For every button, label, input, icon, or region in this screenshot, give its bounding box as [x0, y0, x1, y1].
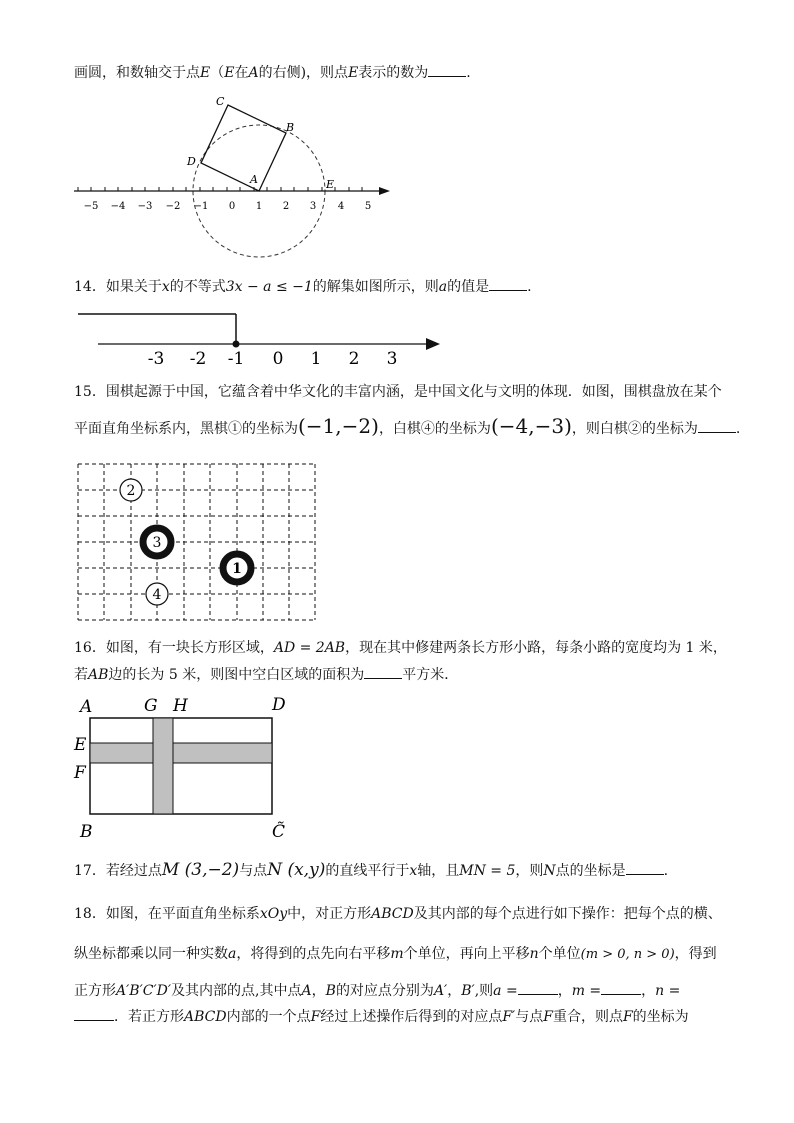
q16-text: 边的长为 5 米，则图中空白区域的面积为 [108, 667, 365, 683]
tick-labels [84, 201, 372, 212]
tick-label: -3 [147, 349, 165, 369]
q18-text: ,则 [474, 983, 494, 999]
tick-label: 0 [228, 201, 236, 212]
inequality: 3x − a ≤ −1 [225, 279, 313, 295]
q18-line2 [74, 944, 717, 965]
square-abcd-prime: A′B′C′D′ [116, 983, 172, 999]
answer-blank[interactable] [489, 276, 527, 291]
label-b: B [80, 822, 93, 842]
tick-label: 0 [272, 349, 284, 369]
q16-text: ，现在其中修建两条长方形小路，每条小路的宽度均为 1 米， [345, 640, 727, 656]
point-a: A [301, 983, 312, 999]
point-e: E [348, 65, 359, 81]
closed-point [233, 341, 240, 348]
stone-label: 2 [126, 483, 136, 499]
q18-text: 的坐标为 [632, 1009, 689, 1025]
tick-label: -1 [227, 349, 245, 369]
stone-label: 3 [152, 535, 162, 551]
q14-text: 的值是 [447, 279, 490, 295]
equation: AD = 2AB [273, 640, 346, 656]
q17-line [74, 860, 668, 881]
q18-comma: ， [311, 983, 326, 999]
q14-text: 14．如果关于 [74, 279, 162, 295]
q14-figure [74, 308, 454, 368]
label-c: C [216, 95, 225, 108]
tick-label: 1 [310, 349, 322, 369]
q18-text: 经过上述操作后得到的对应点 [320, 1009, 503, 1025]
q18-text: ．若正方形 [114, 1009, 184, 1025]
q18-line4 [74, 1006, 689, 1027]
label-a: A [80, 697, 93, 717]
label-e: E [326, 178, 335, 191]
answer-blank-a[interactable] [518, 980, 558, 995]
q18-text: 及其内部的每个点进行如下操作：把每个点的横、 [413, 906, 722, 922]
point-b-prime: B′ [461, 983, 475, 999]
q18-comma: ， [557, 983, 572, 999]
coord-black-1: (−1,−2) [298, 414, 379, 438]
q15-go-board [77, 462, 322, 627]
q18-text: 个单位 [538, 946, 581, 962]
answer-blank-m[interactable] [601, 980, 641, 995]
axis-arrow [426, 338, 440, 350]
q16-figure [74, 692, 304, 842]
white-stone-4 [146, 583, 168, 605]
label-f: F [74, 763, 86, 783]
q15-line1 [74, 382, 722, 402]
var-a: a [228, 946, 237, 962]
condition: (m > 0, n > 0) [580, 947, 675, 962]
label-c: C̃ [272, 822, 286, 842]
q15-period: . [735, 421, 741, 437]
q17-text: 点的坐标是 [555, 863, 626, 879]
answer-blank[interactable] [428, 62, 466, 77]
stone-label: 1 [232, 561, 242, 577]
tick-label: 2 [348, 349, 360, 369]
q14-text: 的不等式 [169, 279, 226, 295]
square-abcd: ABCD [184, 1009, 227, 1025]
q13-figure [70, 95, 410, 270]
coord-system: xOy [259, 906, 288, 922]
answer-blank-n[interactable] [74, 1006, 114, 1021]
q15-text: ，则白棋②的坐标为 [571, 421, 698, 437]
q18-line1 [74, 904, 722, 924]
black-stone-3 [143, 528, 171, 556]
point-m: M (3,−2) [161, 860, 240, 880]
label-d: D [187, 155, 196, 168]
point-n: N [543, 863, 556, 879]
q18-text: 内部的一个点 [226, 1009, 311, 1025]
q16-text: 平方米． [402, 667, 459, 683]
q18-text: 与点 [515, 1009, 544, 1025]
tick-label: 4 [337, 201, 345, 212]
figure-labels [186, 95, 334, 191]
n-equals: n = [655, 983, 681, 999]
q13-text: 的右侧)，则点 [258, 65, 349, 81]
tick-label: 5 [364, 201, 372, 212]
tick-label: −2 [165, 201, 181, 212]
q16-line2 [74, 664, 458, 685]
q17-period: . [663, 863, 669, 879]
label-a: A [250, 173, 258, 186]
q18-text: 及其内部的点,其中点 [171, 983, 302, 999]
q18-text: 个单位，再向上平移 [403, 946, 530, 962]
label-b: B [286, 121, 295, 134]
path-cross [154, 744, 172, 762]
q18-text: 中，对正方形 [287, 906, 372, 922]
tick-label: -2 [189, 349, 207, 369]
q13-text: 表示的数为 [358, 65, 429, 81]
q18-text: ，将得到的点先向右平移 [236, 946, 391, 962]
square-abcd: ABCD [371, 906, 414, 922]
q14-text: 的解集如图所示，则 [312, 279, 439, 295]
axis-arrow [379, 187, 390, 195]
tick-label: 3 [386, 349, 398, 369]
var-n: n [529, 946, 539, 962]
vertical-path [153, 718, 173, 814]
point-f: F [543, 1009, 553, 1025]
label-h: H [173, 696, 188, 716]
axis-ticks [78, 187, 362, 191]
horizontal-path [90, 743, 272, 763]
point-e: E [200, 65, 211, 81]
q18-text: 的对应点分别为 [335, 983, 434, 999]
answer-blank[interactable] [698, 418, 736, 433]
point-f: F [622, 1009, 633, 1025]
q15-text: ，白棋④的坐标为 [378, 421, 491, 437]
tick-label: −3 [137, 201, 153, 212]
label-g: G [144, 696, 158, 716]
label-d: D [272, 695, 286, 715]
point-n: N (x,y) [267, 860, 326, 880]
tick-label: −4 [110, 201, 126, 212]
q13-text: 在 [234, 65, 249, 81]
q18-comma: ， [641, 983, 656, 999]
q18-comma: ， [447, 983, 462, 999]
q16-text: 若 [74, 667, 88, 683]
var-x: x [409, 863, 418, 879]
q16-text: 16．如图，有一块长方形区域， [74, 640, 274, 656]
q18-text: 正方形 [74, 983, 116, 999]
black-stone-1 [223, 554, 251, 582]
coord-white-4: (−4,−3) [490, 414, 572, 438]
var-m: m [390, 946, 404, 962]
rect-region [90, 718, 272, 814]
tick-label: −5 [83, 201, 99, 212]
point-b: B [325, 983, 336, 999]
point-f: F [310, 1009, 321, 1025]
var-a: a [438, 279, 448, 295]
board-grid [78, 464, 315, 620]
q16-line1 [74, 638, 727, 658]
q17-text: 的直线平行于 [325, 863, 410, 879]
q14-period: . [527, 279, 532, 295]
q13-text: 画圆，和数轴交于点 [74, 65, 200, 81]
answer-blank[interactable] [364, 664, 402, 679]
point-f-prime: F′ [502, 1009, 516, 1025]
point-e: E [224, 65, 235, 81]
q15-text: 平面直角坐标系内，黑棋①的坐标为 [74, 421, 298, 437]
tick-label: 1 [255, 201, 263, 212]
segment-mn: MN = 5 [459, 863, 516, 879]
stone-label: 4 [152, 587, 162, 603]
square-abcd [201, 105, 286, 191]
white-stone-2 [120, 479, 142, 501]
q18-text: 重合，则点 [552, 1009, 623, 1025]
q14-line [74, 276, 532, 297]
a-equals: a = [493, 983, 518, 999]
q18-text: ，得到 [674, 946, 717, 962]
point-a: A [248, 65, 259, 81]
answer-blank[interactable] [626, 860, 664, 875]
q17-text: 轴，且 [417, 863, 460, 879]
tick-labels [148, 349, 398, 369]
q18-text: 纵坐标都乘以同一种实数 [74, 946, 228, 962]
q17-text: 17．若经过点 [74, 863, 162, 879]
q13-period: . [466, 65, 471, 81]
q15-text: 15．围棋起源于中国，它蕴含着中华文化的丰富内涵，是中国文化与文明的体现．如图，围棋盘放在某个 [74, 384, 722, 400]
segment-ab: AB [88, 667, 109, 683]
m-equals: m = [571, 983, 602, 999]
label-e: E [74, 735, 87, 755]
q15-line2 [74, 416, 740, 439]
q18-line3 [74, 980, 680, 1001]
point-a-prime: A′ [433, 983, 448, 999]
q13-paren: （ [210, 65, 225, 81]
tick-label: 3 [309, 201, 317, 212]
q13-line [74, 62, 471, 83]
q18-text: 18．如图，在平面直角坐标系 [74, 906, 260, 922]
var-x: x [161, 279, 170, 295]
tick-label: 2 [282, 201, 290, 212]
q17-text: ，则 [515, 863, 544, 879]
tick-label: −1 [193, 201, 209, 212]
q17-text: 与点 [239, 863, 268, 879]
